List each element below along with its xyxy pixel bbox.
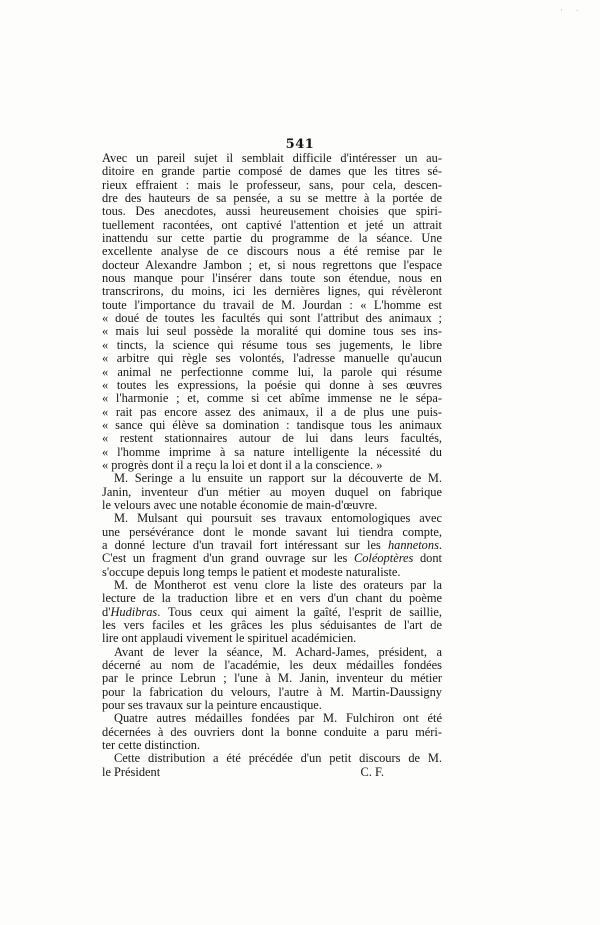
text-line: une persévérance dont le monde savant lui tiendra compte, [102,524,442,539]
text-line: les vers faciles et les grâces les plus séduisantes de l'art de [102,618,442,633]
text-line: Avant de lever la séance, M. Achard-James, président, a [114,644,442,659]
text-line: le velours avec une notable économie de main-d'œuvre. [102,497,378,512]
text-line: pour la fabrication du velours, l'autre à M. Martin-Daussigny [102,684,442,699]
text-line: ditoire en grande partie composé de dames que les titres sé- [102,164,442,179]
text-line: excellente analyse de ce discours nous a été remise par le [102,244,442,259]
text-line: s'occupe depuis long temps le patient et modeste naturaliste. [102,564,401,579]
text-line: C'est un fragment d'un grand ouvrage sur les Coléoptères dont [102,551,442,566]
text-line: Janin, inventeur d'un métier au moyen duquel on fabrique [102,484,442,499]
text-line: « progrès dont il a reçu la loi et dont il a la conscience. » [102,457,383,472]
text-line: « sance qui élève sa domination : tandisque tous les animaux [102,417,442,432]
text-line: M. Mulsant qui poursuit ses travaux entomologiques avec [114,511,442,526]
text-line: toute l'importance du travail de M. Jourdan : « L'homme est [102,297,442,312]
text-line: rieux effraient : mais le professeur, sans, pour cela, descen- [102,177,442,192]
closing-left: le Président [102,764,161,779]
text-line: ter cette distinction. [102,738,201,753]
text-line: nous manque pour l'insérer dans toute son étendue, nous en [102,271,442,286]
text-line: « animal ne perfectionne comme lui, la parole qui résume [102,364,442,379]
page-number: 541 [285,137,315,152]
text-line: « restent stationnaires autour de lui dans leurs facultés, [102,431,442,446]
text-line: « l'homme imprime à sa nature intelligente la nécessité du [102,444,442,459]
body-text [102,152,442,779]
text-line: « doué de toutes les facultés qui sont l'attribut des animaux ; [102,311,442,326]
text-line: tous. Des anecdotes, aussi heureusement choisies que spiri- [102,204,442,219]
closing-line [102,766,442,779]
text-line: par le prince Lebrun ; l'une à M. Janin, inventeur du métier [102,671,442,686]
text-line: M. de Montherot est venu clore la liste des orateurs par la [114,578,442,592]
text-line: décerné au nom de l'académie, les deux médailles fondées [102,658,442,673]
paper-speck: · [560,6,563,16]
text-line: « tincts, la science qui résume tous ses jugements, le libre [102,337,442,352]
text-line: M. Seringe a lu ensuite un rapport sur la découverte de M. [114,471,442,486]
text-line: « toutes les expressions, la poésie qui donne à ses œuvres [102,377,442,392]
text-line: d'Hudibras. Tous ceux qui aiment la gaîté, l'esprit de saillie, [102,604,442,619]
author-initials: C. F. [360,764,384,779]
text-line: « mais lui seul possède la moralité qui domine tous ses ins- [102,324,442,339]
text-line: « arbitre qui règle ses volontés, l'adresse manuelle qu'aucun [102,351,442,366]
text-line: inattendu sur cette partie du programme de la séance. Une [102,231,442,246]
paper-speck: ˙ [575,10,580,20]
text-line: « l'harmonie ; et, comme si cet abîme immense ne le sépa- [102,391,442,406]
text-line: décernées à des ouvriers dont la bonne conduite a paru méri- [102,724,442,739]
text-line: « rait pas encore assez des animaux, il a de plus une puis- [102,404,442,419]
text-line: lire ont applaudi vivement le spirituel académicien. [102,631,357,646]
text-line: Cette distribution a été précédée d'un petit discours de M. [114,751,442,766]
text-line: a donné lecture d'un travail fort intéressant sur les hannetons. [102,537,442,552]
text-line: tuellement racontées, ont captivé l'attention et jeté un attrait [102,217,442,232]
text-line: dre des hauteurs de sa pensée, a su se mettre à la portée de [102,191,442,206]
text-line: pour ses travaux sur la peinture encaustique. [102,698,322,713]
text-line: transcrirons, du moins, ici les dernières lignes, qui révèleront [102,284,442,299]
text-line: Quatre autres médailles fondées par M. Fulchiron ont été [114,711,442,726]
text-line: docteur Alexandre Jambon ; et, si nous regrettons que l'espace [102,257,442,272]
text-line: Avec un pareil sujet il semblait difficile d'intéresser un au- [102,151,442,165]
text-line: lecture de la traduction libre et en vers d'un chant du poème [102,591,442,606]
